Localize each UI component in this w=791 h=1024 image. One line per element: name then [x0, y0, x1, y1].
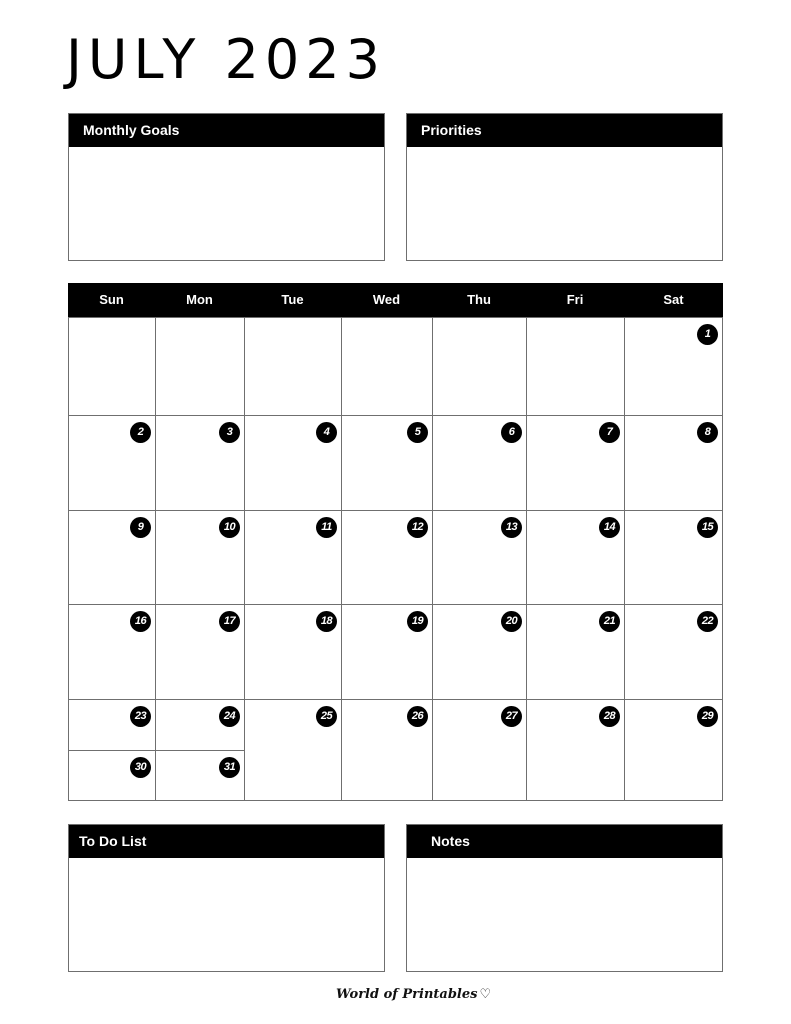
day-cell-11[interactable] — [244, 510, 342, 605]
day-cell-10[interactable] — [155, 510, 245, 605]
weekday-wed: Wed — [372, 292, 401, 307]
day-cell-14[interactable] — [526, 510, 625, 605]
day-cell-22[interactable] — [624, 604, 723, 700]
day-number: 8 — [697, 422, 718, 443]
day-cell-7[interactable] — [526, 415, 625, 511]
day-number: 13 — [501, 517, 522, 538]
day-cell-31[interactable] — [155, 750, 245, 801]
day-number: 6 — [501, 422, 522, 443]
heart-outline-icon: ♡ — [479, 987, 492, 1002]
day-number: 27 — [501, 706, 522, 727]
day-cell-empty — [155, 317, 245, 416]
day-number: 17 — [219, 611, 240, 632]
day-number: 18 — [316, 611, 337, 632]
day-cell-empty — [341, 317, 433, 416]
priorities-box[interactable] — [406, 113, 723, 261]
day-cell-17[interactable] — [155, 604, 245, 700]
day-cell-27[interactable] — [432, 699, 527, 801]
day-number: 5 — [407, 422, 428, 443]
day-cell-19[interactable] — [341, 604, 433, 700]
day-cell-26[interactable] — [341, 699, 433, 801]
page-title: JULY 2023 — [66, 28, 386, 91]
day-number: 29 — [697, 706, 718, 727]
day-number: 25 — [316, 706, 337, 727]
day-cell-2[interactable] — [68, 415, 156, 511]
day-number: 3 — [219, 422, 240, 443]
day-number: 22 — [697, 611, 718, 632]
day-number: 15 — [697, 517, 718, 538]
brand-name: World of Printables — [336, 987, 478, 1002]
day-number: 14 — [599, 517, 620, 538]
day-cell-9[interactable] — [68, 510, 156, 605]
day-cell-21[interactable] — [526, 604, 625, 700]
day-cell-empty — [68, 317, 156, 416]
brand-logo — [336, 987, 491, 1002]
day-cell-24[interactable] — [155, 699, 245, 751]
day-cell-6[interactable] — [432, 415, 527, 511]
calendar-grid — [68, 283, 723, 801]
day-cell-empty — [526, 317, 625, 416]
day-number: 9 — [130, 517, 151, 538]
monthly-goals-heading: Monthly Goals — [69, 114, 384, 147]
day-cell-13[interactable] — [432, 510, 527, 605]
day-number: 16 — [130, 611, 151, 632]
day-number: 28 — [599, 706, 620, 727]
day-number: 23 — [130, 706, 151, 727]
todo-list-heading: To Do List — [69, 825, 384, 858]
notes-heading: Notes — [407, 825, 722, 858]
day-cell-15[interactable] — [624, 510, 723, 605]
day-number: 4 — [316, 422, 337, 443]
day-number: 10 — [219, 517, 240, 538]
weekday-mon: Mon — [186, 292, 213, 307]
day-number: 2 — [130, 422, 151, 443]
day-number: 30 — [130, 757, 151, 778]
day-cell-1[interactable] — [624, 317, 723, 416]
day-cell-20[interactable] — [432, 604, 527, 700]
monthly-goals-box[interactable] — [68, 113, 385, 261]
weekday-fri: Fri — [566, 292, 584, 307]
day-cell-16[interactable] — [68, 604, 156, 700]
day-number: 31 — [219, 757, 240, 778]
day-cell-empty — [244, 317, 342, 416]
weekday-tue: Tue — [281, 292, 304, 307]
day-number: 12 — [407, 517, 428, 538]
day-number: 1 — [697, 324, 718, 345]
day-number: 19 — [407, 611, 428, 632]
day-cell-23[interactable] — [68, 699, 156, 751]
day-cell-18[interactable] — [244, 604, 342, 700]
todo-list-box[interactable] — [68, 824, 385, 972]
day-cell-3[interactable] — [155, 415, 245, 511]
weekday-sat: Sat — [663, 292, 684, 307]
day-cell-29[interactable] — [624, 699, 723, 801]
weekday-sun: Sun — [99, 292, 124, 307]
day-cell-empty — [432, 317, 527, 416]
day-cell-25[interactable] — [244, 699, 342, 801]
day-cell-28[interactable] — [526, 699, 625, 801]
day-number: 26 — [407, 706, 428, 727]
day-cell-4[interactable] — [244, 415, 342, 511]
day-cell-12[interactable] — [341, 510, 433, 605]
day-cell-5[interactable] — [341, 415, 433, 511]
weekday-header — [68, 283, 723, 317]
day-number: 21 — [599, 611, 620, 632]
day-number: 7 — [599, 422, 620, 443]
day-number: 24 — [219, 706, 240, 727]
day-number: 20 — [501, 611, 522, 632]
notes-box[interactable] — [406, 824, 723, 972]
priorities-heading: Priorities — [407, 114, 722, 147]
day-cell-8[interactable] — [624, 415, 723, 511]
weekday-thu: Thu — [467, 292, 491, 307]
day-number: 11 — [316, 517, 337, 538]
day-cell-30[interactable] — [68, 750, 156, 801]
